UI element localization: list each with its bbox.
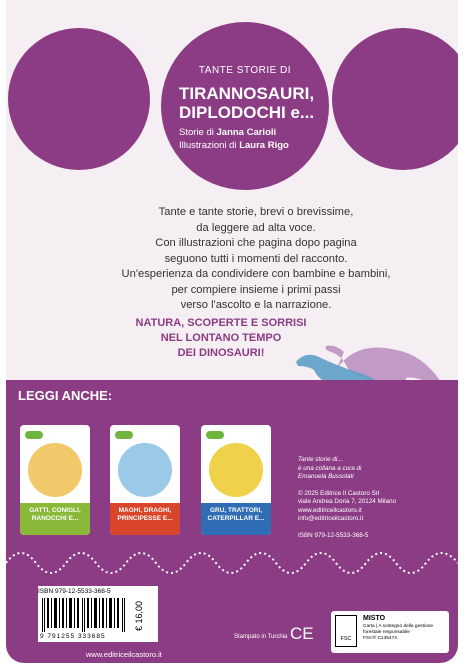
book-caption: GRU, TRATTORI, CATERPILLAR E... [201,503,271,535]
website: www.editriceilcastoro.it [298,506,362,514]
colophon [298,456,448,540]
fsc-description: Carta | A sostegno della gestione forestale responsabile [363,624,434,635]
barcode-number: 9 791255 333685 [40,633,106,640]
fsc-code: FSC® C135474 [363,636,397,641]
book-caption: GATTI, CONIGLI, RANOCCHI E... [20,503,90,535]
blurb-line: Un'esperienza da condividere con bambine e bambini, [121,268,391,280]
book-cover-gru[interactable] [201,425,271,535]
fsc-tree-icon: FSC [335,615,357,647]
blurb-line: Con illustrazioni che pagina dopo pagina [155,237,357,249]
email: info@editriceilcastoro.it [298,515,364,522]
title-circle [161,22,329,190]
book-title [179,84,314,122]
barcode-isbn: ISBN 979-12-5533-368-5 [38,588,111,595]
blurb-line: verso l'ascolto e la narrazione. [180,299,332,311]
decorative-circle-left [8,28,150,170]
decorative-circle-right [332,28,458,170]
author-credit [179,126,289,139]
blurb [106,205,406,314]
book-illustration [28,443,82,497]
fsc-text [363,624,447,642]
series-label: TANTE STORIE DI [198,65,292,76]
author-name: Janna Carioli [216,127,277,138]
blurb-line: da leggere ad alta voce. [196,221,316,234]
price: € 16,00 [134,600,144,632]
slogan [121,316,321,361]
slogan-line: NEL LONTANO TEMPO [160,332,282,344]
colophon-line: Tante storie di... [298,456,343,463]
dotted-wave-decoration [6,535,458,575]
blurb-line: per compiere insieme i primi passi [171,283,341,296]
isbn-text: ISBN 979-12-5533-368-5 [298,531,369,539]
book-cover-maghi[interactable] [110,425,180,535]
barcode-box [38,586,158,642]
credits [179,126,289,152]
barcode [42,598,130,632]
slogan-line: NATURA, SCOPERTE E SORRISI [135,317,307,329]
title-line-1: TIRANNOSAURI, [179,84,315,103]
printed-in: Stampato in Turchia [234,634,288,640]
book-cover-gatti[interactable] [20,425,90,535]
blurb-line: Tante e tante storie, brevi o brevissime, [158,206,354,218]
slogan-line: DEI DINOSAURI! [177,347,265,359]
ce-mark: CE [290,624,314,643]
series-logo-icon [115,431,133,439]
series-logo-icon [206,431,224,439]
address: viale Andrea Doria 7, 20124 Milano [298,498,397,505]
back-cover [6,0,458,663]
author-prefix: Storie di [179,127,217,138]
colophon-line: Emanuela Bussolati [298,473,354,480]
copyright: © 2025 Editrice Il Castoro Srl [298,489,380,497]
fsc-label [331,611,449,653]
leggi-anche-heading: LEGGI ANCHE: [18,388,113,403]
illustrator-credit [179,139,289,152]
book-illustration [209,443,263,497]
illustrator-prefix: Illustrazioni di [179,140,240,151]
illustrator-name: Laura Rigo [239,140,289,151]
book-caption: MAGHI, DRAGHI, PRINCIPESSE E... [110,503,180,535]
book-illustration [118,443,172,497]
fsc-title: MISTO [363,615,386,622]
blurb-line: seguono tutti i momenti del racconto. [164,252,348,265]
footer-website: www.editriceilcastoro.it [86,650,162,659]
title-line-2: DIPLODOCHI e... [179,103,315,122]
colophon-line: è una collana a cura di [298,464,362,472]
series-logo-icon [25,431,43,439]
